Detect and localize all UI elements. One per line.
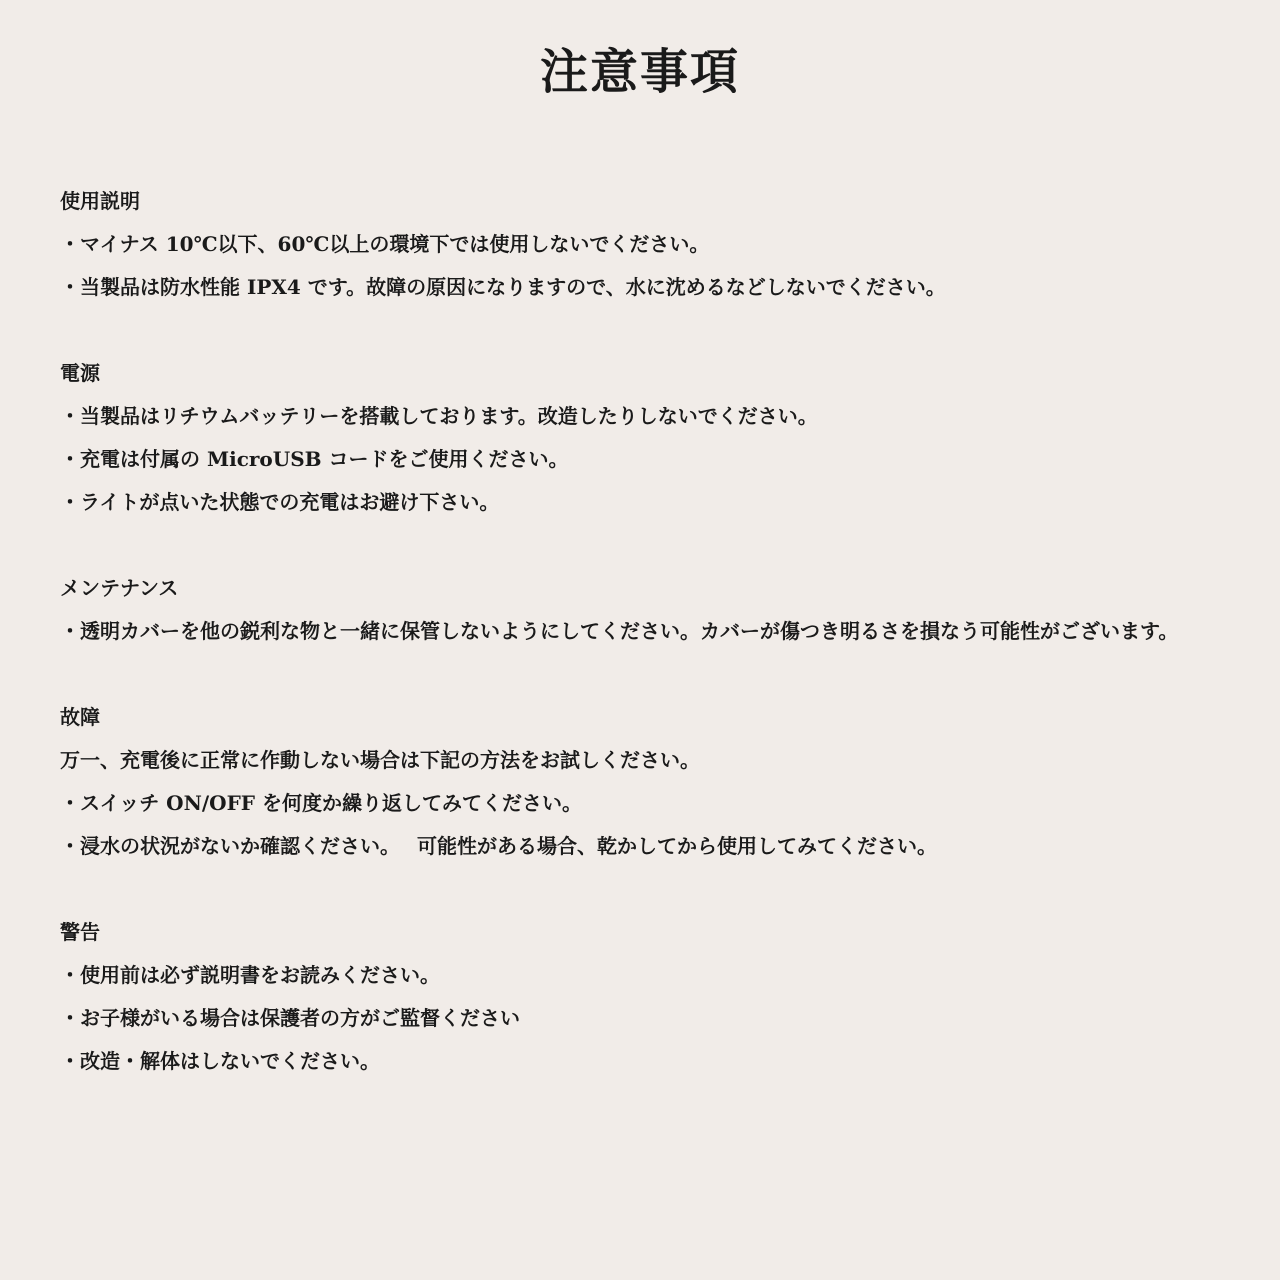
section-heading: 故障	[60, 705, 100, 729]
page-title: 注意事項	[539, 44, 740, 100]
section-maintenance	[60, 567, 1260, 653]
list-item: ・スイッチ ON/OFF を何度か繰り返してみてください。	[60, 791, 582, 815]
section-heading: 警告	[60, 920, 100, 944]
section-heading: 使用説明	[60, 189, 140, 213]
section-usage	[60, 180, 1260, 309]
section-malfunction	[60, 696, 1260, 868]
list-item: 万一、充電後に正常に作動しない場合は下記の方法をお試しください。	[60, 748, 700, 772]
list-item: ・当製品はリチウムバッテリーを搭載しております。改造したりしないでください。	[60, 404, 818, 428]
list-item: ・当製品は防水性能 IPX4 です。故障の原因になりますので、水に沈めるなどしないでください。	[60, 275, 946, 299]
list-item: ・浸水の状況がないか確認ください。 可能性がある場合、乾かしてから使用してみてください。	[60, 834, 937, 858]
section-heading: 電源	[60, 361, 100, 385]
list-item: ・お子様がいる場合は保護者の方がご監督ください	[60, 1006, 520, 1030]
notes-content	[60, 180, 1260, 1126]
list-item: ・ライトが点いた状態での充電はお避け下さい。	[60, 490, 500, 514]
list-item: ・使用前は必ず説明書をお読みください。	[60, 963, 440, 987]
section-heading: メンテナンス	[60, 576, 179, 600]
section-power	[60, 352, 1260, 524]
section-warning	[60, 911, 1260, 1083]
list-item: ・透明カバーを他の鋭利な物と一緒に保管しないようにしてください。カバーが傷つき明るさを損なう可能性がございます。	[60, 619, 1179, 643]
list-item: ・改造・解体はしないでください。	[60, 1049, 380, 1073]
list-item: ・充電は付属の MicroUSB コードをご使用ください。	[60, 447, 569, 471]
list-item: ・マイナス 10℃以下、60℃以上の環境下では使用しないでください。	[60, 232, 710, 256]
